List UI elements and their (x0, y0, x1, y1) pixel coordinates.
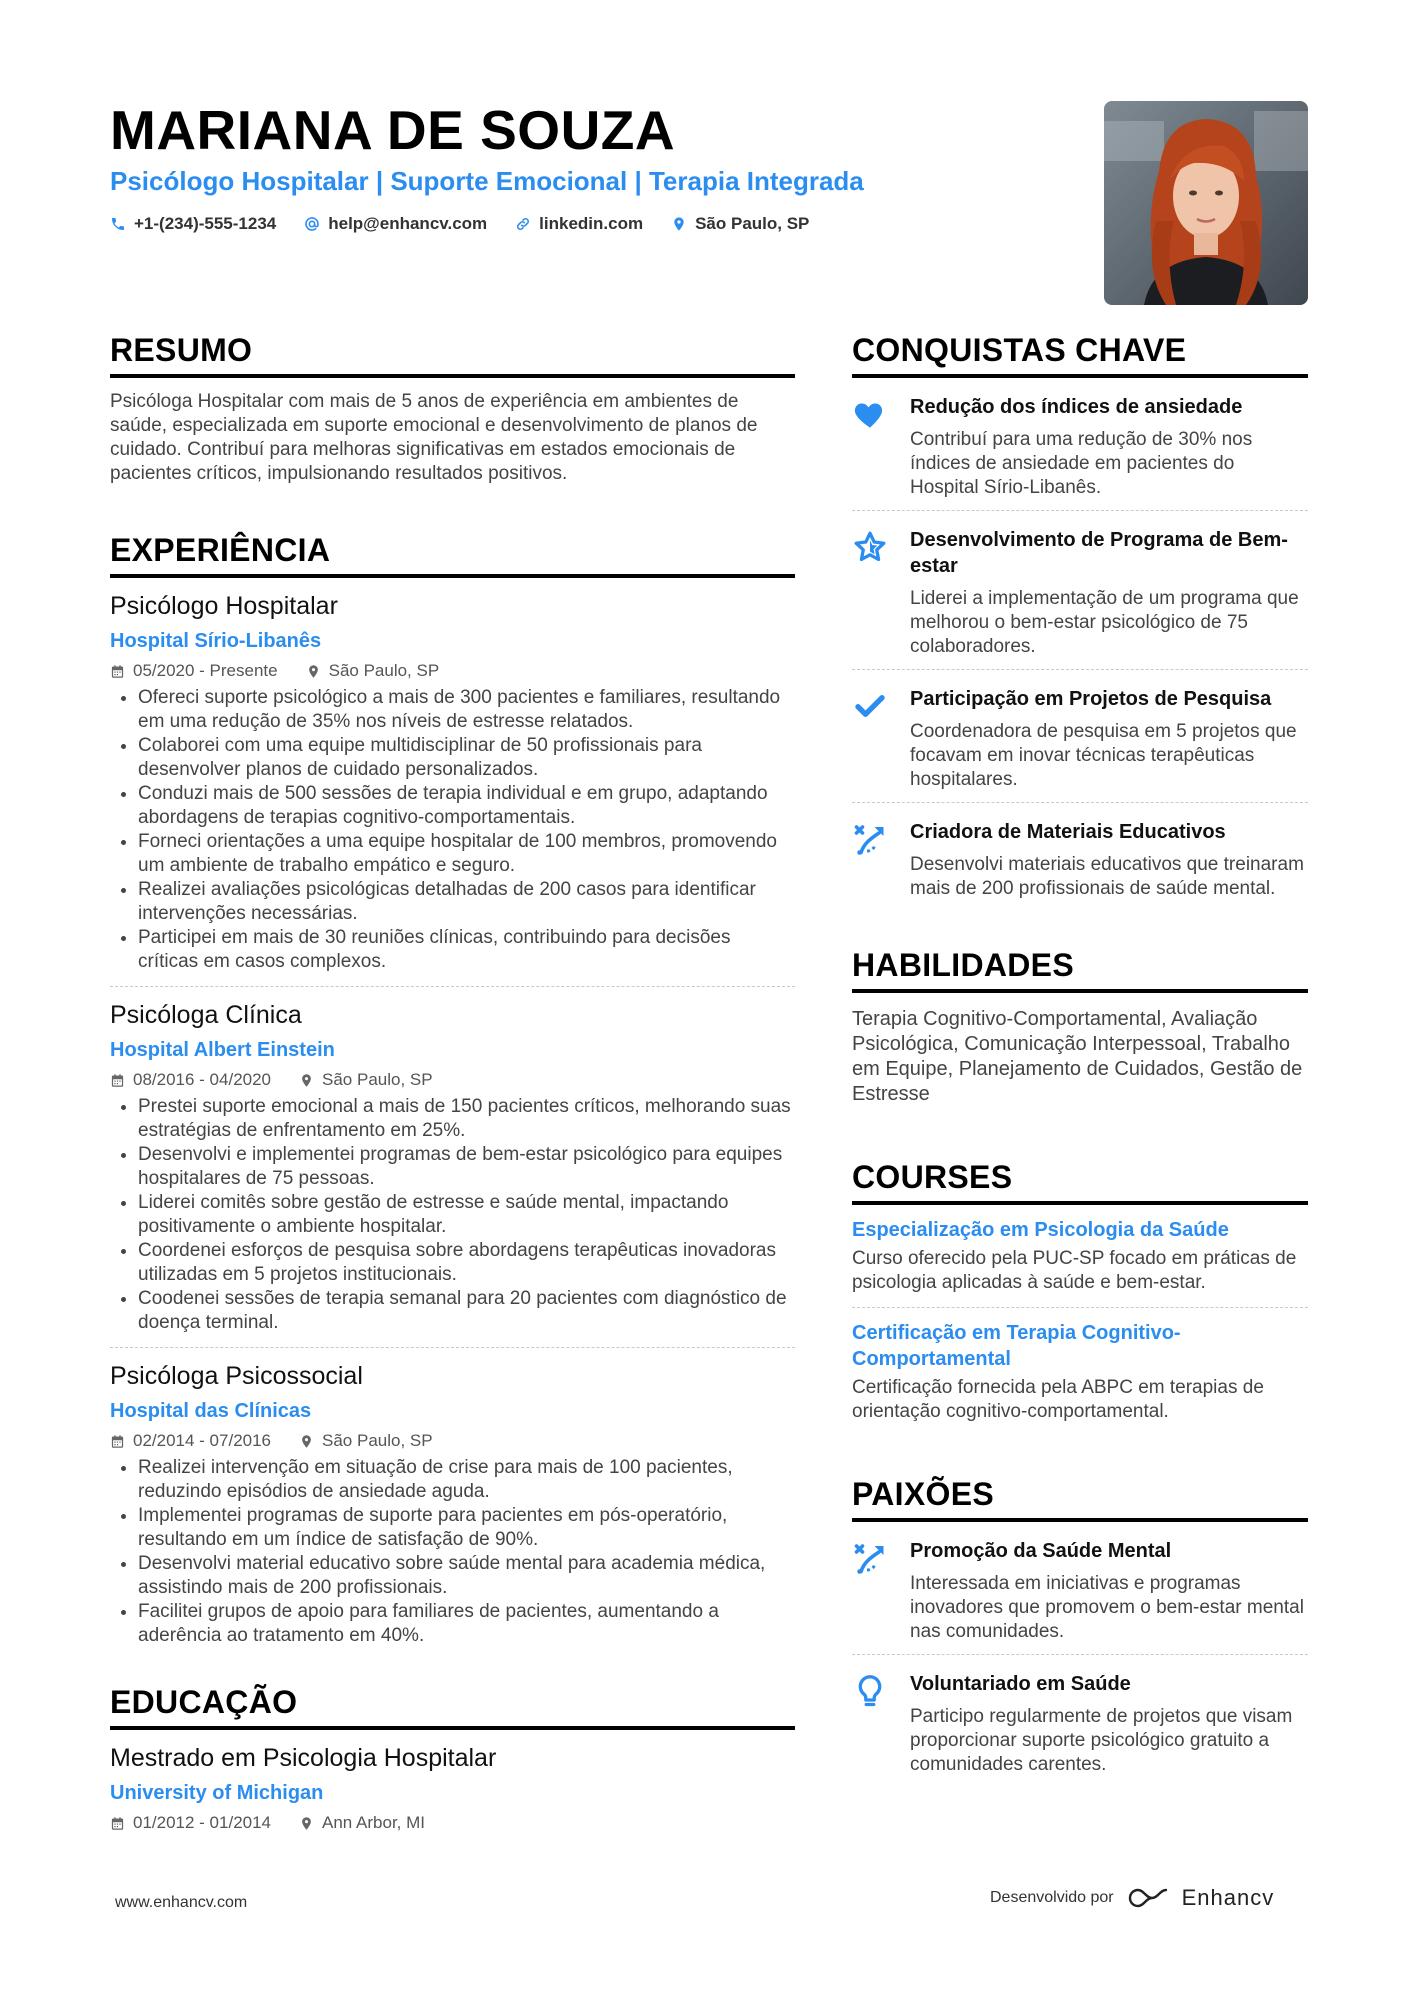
calendar-icon (110, 1816, 125, 1831)
achievement-item (852, 378, 1308, 511)
star-icon (852, 529, 888, 565)
education-meta (110, 1812, 795, 1834)
course-title: Especialização em Psicologia da Saúde (852, 1219, 1229, 1241)
job-meta (110, 1430, 795, 1452)
bullet-item: • Facilitei grupos de apoio para familiares de pacientes, aumentando a aderência ao tratamento em 40%. (138, 1600, 795, 1648)
location-pin-icon (299, 1434, 314, 1449)
job-entry (110, 987, 795, 1348)
bullet-item: • Desenvolvi e implementei programas de bem-estar psicológico para equipes hospitalares de 75 pessoas. (138, 1143, 795, 1191)
bullet-item: • Colaborei com uma equipe multidisciplinar de 50 profissionais para desenvolver planos de cuidado personalizados. (138, 734, 795, 782)
contact-phone[interactable] (110, 214, 276, 234)
at-icon (304, 216, 320, 232)
bullet-item: • Ofereci suporte psicológico a mais de 300 pacientes e familiares, resultando em uma redução de 35% nos níveis de estresse relatados. (138, 686, 795, 734)
bullet-item: • Coordenei esforços de pesquisa sobre abordagens terapêuticas inovadoras utilizadas em 5 projetos institucionais. (138, 1239, 795, 1287)
job-dates-text: 08/2016 - 04/2020 (133, 1070, 272, 1089)
contact-linkedin[interactable] (515, 214, 643, 234)
skills-text: Terapia Cognitivo-Comportamental, Avaliação Psicológica, Comunicação Interpessoal, Trabalho em Equipe, Planejamento de Cuidados, Gestão de Estresse (852, 1008, 1303, 1105)
job-location-text: São Paulo, SP (322, 1070, 433, 1089)
school-name: University of Michigan (110, 1782, 324, 1804)
summary-section (110, 330, 795, 486)
calendar-icon (110, 1434, 125, 1449)
job-location (306, 660, 440, 682)
achievement-title: Desenvolvimento de Programa de Bem-estar (910, 529, 1288, 577)
passion-title: Promoção da Saúde Mental (910, 1540, 1172, 1562)
right-column (852, 330, 1308, 1787)
link-icon (515, 216, 531, 232)
bullet-item: • Desenvolvi material educativo sobre saúde mental para academia médica, assistindo mais de 200 profissionais. (138, 1552, 795, 1600)
bullet-item: • Realizei avaliações psicológicas detalhadas de 200 casos para identificar intervenções necessárias. (138, 878, 795, 926)
job-location-text: São Paulo, SP (322, 1431, 433, 1450)
summary-heading: RESUMO (110, 330, 795, 378)
education-heading: EDUCAÇÃO (110, 1682, 795, 1730)
achievement-title: Criadora de Materiais Educativos (910, 821, 1226, 843)
lightbulb-icon (852, 1673, 888, 1709)
skills-heading: HABILIDADES (852, 945, 1308, 993)
location-pin-icon (299, 1816, 314, 1831)
job-role: Psicóloga Clínica (110, 1001, 302, 1029)
degree-title: Mestrado em Psicologia Hospitalar (110, 1744, 497, 1772)
check-icon (852, 688, 888, 724)
footer-website[interactable]: www.enhancv.com (115, 1894, 248, 1911)
bullet-item: • Coodenei sessões de terapia semanal para 20 pacientes com diagnóstico de doença terminal. (138, 1287, 795, 1335)
course-title: Certificação em Terapia Cognitivo-Comportamental (852, 1322, 1181, 1370)
passion-desc: Interessada em iniciativas e programas inovadores que promovem o bem-estar mental nas comunidades. (910, 1573, 1304, 1642)
powered-by-text: Desenvolvido por (990, 1889, 1114, 1906)
contact-email[interactable] (304, 214, 487, 234)
candidate-title: Psicólogo Hospitalar | Suporte Emocional | Terapia Integrada (110, 166, 864, 196)
location-pin-icon (306, 664, 321, 679)
passion-desc: Participo regularmente de projetos que visam proporcionar suporte psicológico gratuito a comunidades carentes. (910, 1706, 1293, 1775)
education-location (299, 1812, 425, 1834)
bullet-item: • Forneci orientações a uma equipe hospitalar de 100 membros, promovendo um ambiente de trabalho empático e seguro. (138, 830, 795, 878)
job-entry (110, 578, 795, 987)
bullet-item: • Prestei suporte emocional a mais de 150 pacientes críticos, melhorando suas estratégias de enfrentamento em 25%. (138, 1095, 795, 1143)
job-dates (110, 1069, 271, 1091)
strategy-icon (852, 1540, 888, 1576)
achievement-item (852, 670, 1308, 803)
skills-section (852, 945, 1308, 1107)
education-dates-text: 01/2012 - 01/2014 (133, 1813, 272, 1832)
passion-title: Voluntariado em Saúde (910, 1673, 1131, 1695)
job-dates-text: 02/2014 - 07/2016 (133, 1431, 272, 1450)
achievement-desc: Liderei a implementação de um programa que melhorou o bem-estar psicológico de 75 colaboradores. (910, 588, 1299, 657)
achievement-item (852, 803, 1308, 911)
bullet-item: • Liderei comitês sobre gestão de estresse e saúde mental, impactando positivamente o ambiente hospitalar. (138, 1191, 795, 1239)
achievement-desc: Coordenadora de pesquisa em 5 projetos que focavam em inovar técnicas terapêuticas hospitalares. (910, 721, 1297, 790)
course-desc: Certificação fornecida pela ABPC em terapias de orientação cognitivo-comportamental. (852, 1377, 1264, 1422)
education-dates (110, 1812, 271, 1834)
job-company: Hospital Sírio-Libanês (110, 630, 322, 652)
job-entry (110, 1348, 795, 1660)
course-item (852, 1308, 1308, 1436)
achievements-heading: CONQUISTAS CHAVE (852, 330, 1308, 378)
job-dates (110, 1430, 271, 1452)
achievements-section (852, 330, 1308, 911)
experience-heading: EXPERIÊNCIA (110, 530, 795, 578)
brand-name: Enhancv (1181, 1885, 1275, 1910)
passion-item (852, 1522, 1308, 1655)
achievement-title: Redução dos índices de ansiedade (910, 396, 1243, 418)
summary-text: Psicóloga Hospitalar com mais de 5 anos de experiência em ambientes de saúde, especializada em suporte emocional e desenvolvimento de planos de cuidado. Contribuí para melhoras significativas em estados emocionais de pacientes críticos, impulsionando resultados positivos. (110, 391, 758, 484)
course-desc: Curso oferecido pela PUC-SP focado em práticas de psicologia aplicadas à saúde e bem-estar. (852, 1248, 1297, 1293)
location-pin-icon (299, 1073, 314, 1088)
achievement-desc: Contribuí para uma redução de 30% nos índices de ansiedade em pacientes do Hospital Sírio-Libanês. (910, 429, 1253, 498)
job-meta (110, 1069, 795, 1091)
courses-section (852, 1157, 1308, 1436)
passions-heading: PAIXÕES (852, 1474, 1308, 1522)
job-location (299, 1069, 433, 1091)
job-company: Hospital das Clínicas (110, 1400, 312, 1422)
bullet-item: • Realizei intervenção em situação de crise para mais de 100 pacientes, reduzindo episódios de ansiedade aguda. (138, 1456, 795, 1504)
location-text: São Paulo, SP (695, 214, 810, 233)
calendar-icon (110, 1073, 125, 1088)
experience-section (110, 530, 795, 1660)
strategy-icon (852, 821, 888, 857)
enhancv-logo-icon (1126, 1886, 1170, 1910)
email-text: help@enhancv.com (328, 214, 488, 233)
phone-icon (110, 216, 126, 232)
course-item (852, 1205, 1308, 1308)
education-entry (110, 1730, 795, 1846)
job-dates-text: 05/2020 - Presente (133, 661, 278, 680)
job-company: Hospital Albert Einstein (110, 1039, 335, 1061)
contact-bar (110, 214, 1060, 234)
job-location (299, 1430, 433, 1452)
job-dates (110, 660, 278, 682)
heart-icon (852, 396, 888, 432)
job-role: Psicólogo Hospitalar (110, 592, 338, 620)
passions-section (852, 1474, 1308, 1787)
education-section (110, 1682, 795, 1846)
linkedin-text: linkedin.com (539, 214, 644, 233)
job-role: Psicóloga Psicossocial (110, 1362, 363, 1390)
education-location-text: Ann Arbor, MI (322, 1813, 426, 1832)
resume-header (110, 98, 1060, 234)
location-pin-icon (671, 216, 687, 232)
phone-text: +1-(234)-555-1234 (134, 214, 277, 233)
courses-heading: COURSES (852, 1157, 1308, 1205)
footer-branding[interactable] (990, 1885, 1274, 1911)
job-bullets (110, 1456, 795, 1648)
job-bullets (110, 686, 795, 974)
bullet-item: • Conduzi mais de 500 sessões de terapia individual e em grupo, adaptando abordagens de terapias cognitivo-comportamentais. (138, 782, 795, 830)
passion-item (852, 1655, 1308, 1787)
profile-photo (1104, 101, 1308, 305)
candidate-name: MARIANA DE SOUZA (110, 99, 676, 161)
job-bullets (110, 1095, 795, 1335)
job-location-text: São Paulo, SP (328, 661, 440, 680)
left-column (110, 330, 795, 1846)
calendar-icon (110, 664, 125, 679)
achievement-title: Participação em Projetos de Pesquisa (910, 688, 1272, 710)
contact-location (671, 214, 809, 234)
achievement-desc: Desenvolvi materiais educativos que treinaram mais de 200 profissionais de saúde mental. (910, 854, 1304, 899)
achievement-item (852, 511, 1308, 670)
bullet-item: • Participei em mais de 30 reuniões clínicas, contribuindo para decisões críticas em casos complexos. (138, 926, 795, 974)
bullet-item: • Implementei programas de suporte para pacientes em pós-operatório, resultando em um índice de satisfação de 90%. (138, 1504, 795, 1552)
job-meta (110, 660, 795, 682)
